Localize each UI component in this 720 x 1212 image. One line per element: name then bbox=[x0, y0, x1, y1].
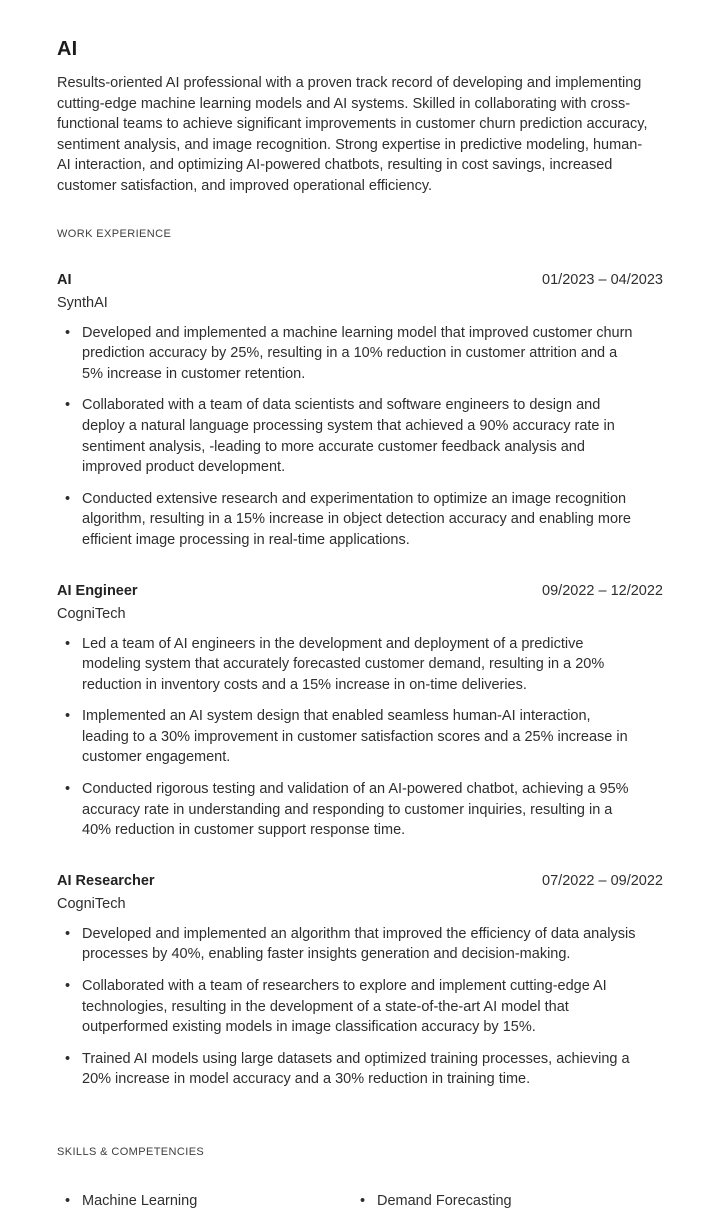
job-company: CogniTech bbox=[57, 895, 126, 912]
section-heading-work-experience: WORK EXPERIENCE bbox=[57, 227, 172, 240]
job-bullet-list bbox=[57, 634, 663, 841]
job-title: AI bbox=[57, 271, 72, 288]
job-company: CogniTech bbox=[57, 605, 126, 622]
job-bullet: • Implemented an AI system design that enabled seamless human-AI interaction, leading to a 30% improvement in customer satisfaction scores and a 25% increase in customer engagement. bbox=[57, 706, 637, 768]
job-title: AI Engineer bbox=[57, 582, 138, 599]
resume-summary: Results-oriented AI professional with a proven track record of developing and implementing cutting-edge machine learning models and AI systems. Skilled in collaborating with cross-functional teams to achieve significant improvements in customer churn prediction accuracy, sentiment analysis, and image recognition. Strong expertise in predictive modeling, human-AI interaction, and optimizing AI-powered chatbots, resulting in cost savings, increased customer satisfaction, and improved operational efficiency. bbox=[57, 75, 648, 194]
resume-title: AI bbox=[57, 38, 78, 60]
job-header bbox=[57, 272, 663, 288]
job-entry bbox=[57, 583, 663, 841]
job-bullet: • Developed and implemented a machine learning model that improved customer churn prediction accuracy by 25%, resulting in a 10% reduction in customer attrition and a 5% increase in customer retention. bbox=[57, 323, 637, 385]
skill-item: • Machine Learning bbox=[57, 1191, 352, 1212]
job-dates: 07/2022 – 09/2022 bbox=[542, 872, 663, 889]
job-bullet-list bbox=[57, 924, 663, 1090]
job-dates: 01/2023 – 04/2023 bbox=[542, 271, 663, 288]
job-dates: 09/2022 – 12/2022 bbox=[542, 582, 663, 599]
job-bullet: • Conducted extensive research and experimentation to optimize an image recognition algorithm, resulting in a 15% increase in object detection accuracy and enabling more efficient image processing in real-time applications. bbox=[57, 489, 637, 551]
job-header bbox=[57, 873, 663, 889]
section-heading-skills: SKILLS & COMPETENCIES bbox=[57, 1146, 205, 1158]
job-bullet: • Conducted rigorous testing and validation of an AI-powered chatbot, achieving a 95% accuracy rate in understanding and responding to customer inquiries, resulting in a 40% reduction in customer support response time. bbox=[57, 779, 637, 841]
job-title: AI Researcher bbox=[57, 872, 155, 889]
skill-item: • Demand Forecasting bbox=[352, 1191, 647, 1212]
job-company: SynthAI bbox=[57, 294, 108, 311]
job-bullet: • Trained AI models using large datasets and optimized training processes, achieving a 20% increase in model accuracy and a 30% reduction in training time. bbox=[57, 1049, 637, 1090]
job-header bbox=[57, 583, 663, 599]
job-entry bbox=[57, 272, 663, 551]
job-bullet: • Collaborated with a team of researchers to explore and implement cutting-edge AI technologies, resulting in the development of a state-of-the-art AI model that outperformed existing models in image classification accuracy by 15%. bbox=[57, 976, 637, 1038]
job-entry bbox=[57, 873, 663, 1090]
job-bullet-list bbox=[57, 323, 663, 551]
skills-list bbox=[57, 1191, 663, 1212]
job-bullet: • Collaborated with a team of data scientists and software engineers to design and deploy a natural language processing system that achieved a 90% accuracy rate in sentiment analysis, -leading to more accurate customer feedback analysis and improved product development. bbox=[57, 395, 637, 477]
job-bullet: • Developed and implemented an algorithm that improved the efficiency of data analysis processes by 40%, enabling faster insights generation and decision-making. bbox=[57, 924, 637, 965]
job-bullet: • Led a team of AI engineers in the development and deployment of a predictive modeling system that accurately forecasted customer demand, resulting in a 20% reduction in inventory costs and a 15% increase in on-time deliveries. bbox=[57, 634, 637, 696]
